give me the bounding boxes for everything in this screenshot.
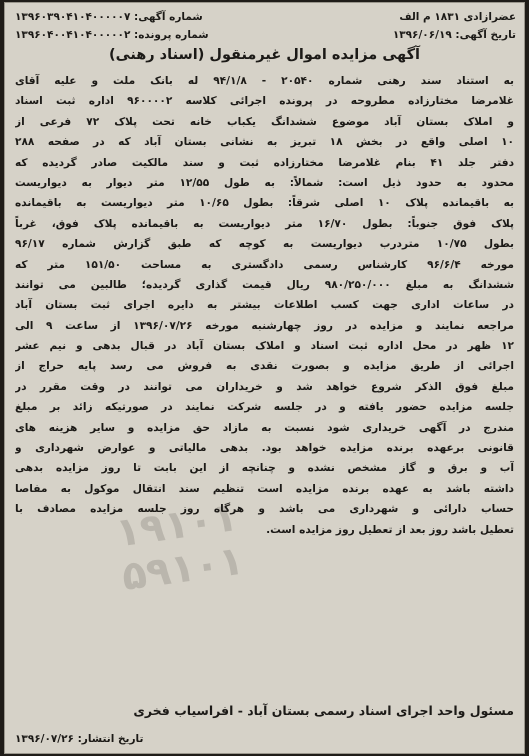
body-line: داشته باشد به عهده برنده مزایده است تنظیم سند انتقال موکول به مفاصا: [15, 482, 514, 495]
body-line: مندرج در آگهی خریداری شود نسبت به مازاد حق مزایده و سایر هزینه های: [15, 421, 514, 434]
body-line: و املاک بستان آباد موضوع ششدانگ یکباب خانه تحت پلاک ۷۲ فرعی از: [15, 115, 514, 128]
member-id: عضرازادی ۱۸۳۱ م الف: [399, 11, 516, 23]
body-line: تعطیل باشد روز بعد از تعطیل روز مزایده است.: [266, 523, 514, 536]
ad-number: شماره آگهی: ۱۳۹۶۰۳۹۰۴۱۰۴۰۰۰۰۰۷: [15, 11, 203, 23]
body-line: آب و برق و گاز مشخص نشده و چنانچه از این بابت تا روز مزایده بدهی: [15, 462, 514, 475]
body-line: دفتر جلد ۴۱ بنام غلامرضا مختارزاده ثبت و سند مالکیت صادر گردیده که: [15, 156, 514, 169]
faded-stamp: ۱۹۱۰۱ ۵۹۱۰۱: [112, 493, 247, 601]
body-line: در ساعات اداری جهت کسب اطلاعات بیشتر به دایره اجرای ثبت بستان آباد: [15, 299, 514, 312]
ad-date: تاریخ آگهی: ۱۳۹۶/۰۶/۱۹: [392, 29, 516, 41]
body-line: ۱۲ ظهر در محل اداره ثبت اسناد و املاک بستان آباد در قبال بدهی و نیم عشر: [15, 340, 514, 353]
newspaper-clipping: [4, 2, 525, 754]
body-line: اجرائی از طریق مزایده و بصورت نقدی به فروش می رسد پایه حراج از: [15, 360, 514, 373]
body-line: بطول ۱۰/۷۵ متردرب دیواریست به کوچه که طبق گزارش شماره ۹۶/۱۷: [15, 238, 514, 251]
body-line: محدود به حدود ذیل است: شمالاً: به طول ۱۲/۵۵ متر دیوار به دیواریست: [15, 176, 514, 189]
body-line: جلسه مزایده حضور یافته و در جلسه شرکت نمایند در صورتیکه زائد بر مبلغ: [15, 401, 514, 414]
body-line: حساب دارائی و شهرداری می باشد و هرگاه روز جلسه مزایده مصادف با: [15, 503, 514, 516]
body-line: غلامرضا مختارزاده مطروحه در پرونده اجرائی کلاسه ۹۶۰۰۰۰۲ اداره ثبت اسناد: [15, 95, 514, 108]
publish-date: تاریخ انتشار: ۱۳۹۶/۰۷/۲۶: [15, 733, 144, 745]
body-line: مراجعه نمایند و مزایده در روز چهارشنبه مورخه ۱۳۹۶/۰۷/۲۶ از ساعت ۹ الی: [15, 319, 514, 332]
body-line: پلاک فوق جنوباً: بطول ۱۶/۷۰ متر دیواریست به باقیمانده پلاک فوق، غرباً: [15, 217, 514, 230]
notice-body: [15, 71, 514, 540]
body-line: به استناد سند رهنی شماره ۲۰۵۴۰ - ۹۴/۱/۸ له بانک ملت و علیه آقای: [15, 75, 514, 87]
notice-title: آگهی مزایده اموال غیرمنقول (اسناد رهنی): [109, 47, 420, 63]
body-line: مبلغ فوق الذکر شروع خواهد شد و خریداران می توانند در وقت مقرر در: [15, 380, 514, 393]
body-line: مورخه ۹۶/۶/۴ کارشناس رسمی دادگستری به مساحت ۱۵۱/۵۰ متر که: [15, 258, 514, 271]
file-number: شماره پرونده: ۱۳۹۶۰۴۰۰۴۱۰۴۰۰۰۰۰۲: [15, 29, 209, 41]
body-line: قانونی برعهده برنده مزایده خواهد بود. بدهی مالیاتی و عوارض شهرداری و: [15, 442, 514, 455]
signature-line: مسئول واحد اجرای اسناد رسمی بستان آباد - افراسیاب فخری: [133, 703, 514, 718]
body-line: ۱۰ اصلی واقع در بخش ۱۸ تبریز به نشانی بستان آباد که در صفحه ۲۸۸: [15, 136, 514, 149]
body-line: به باقیمانده پلاک ۱۰ اصلی شرقاً: بطول ۱۰/۶۵ متر دیواریست به باقیمانده: [15, 197, 514, 210]
body-line: ششدانگ به مبلغ ۹۸۰/۲۵۰/۰۰۰ ریال قیمت گذاری گردیده؛ طالبین می توانند: [15, 278, 514, 291]
